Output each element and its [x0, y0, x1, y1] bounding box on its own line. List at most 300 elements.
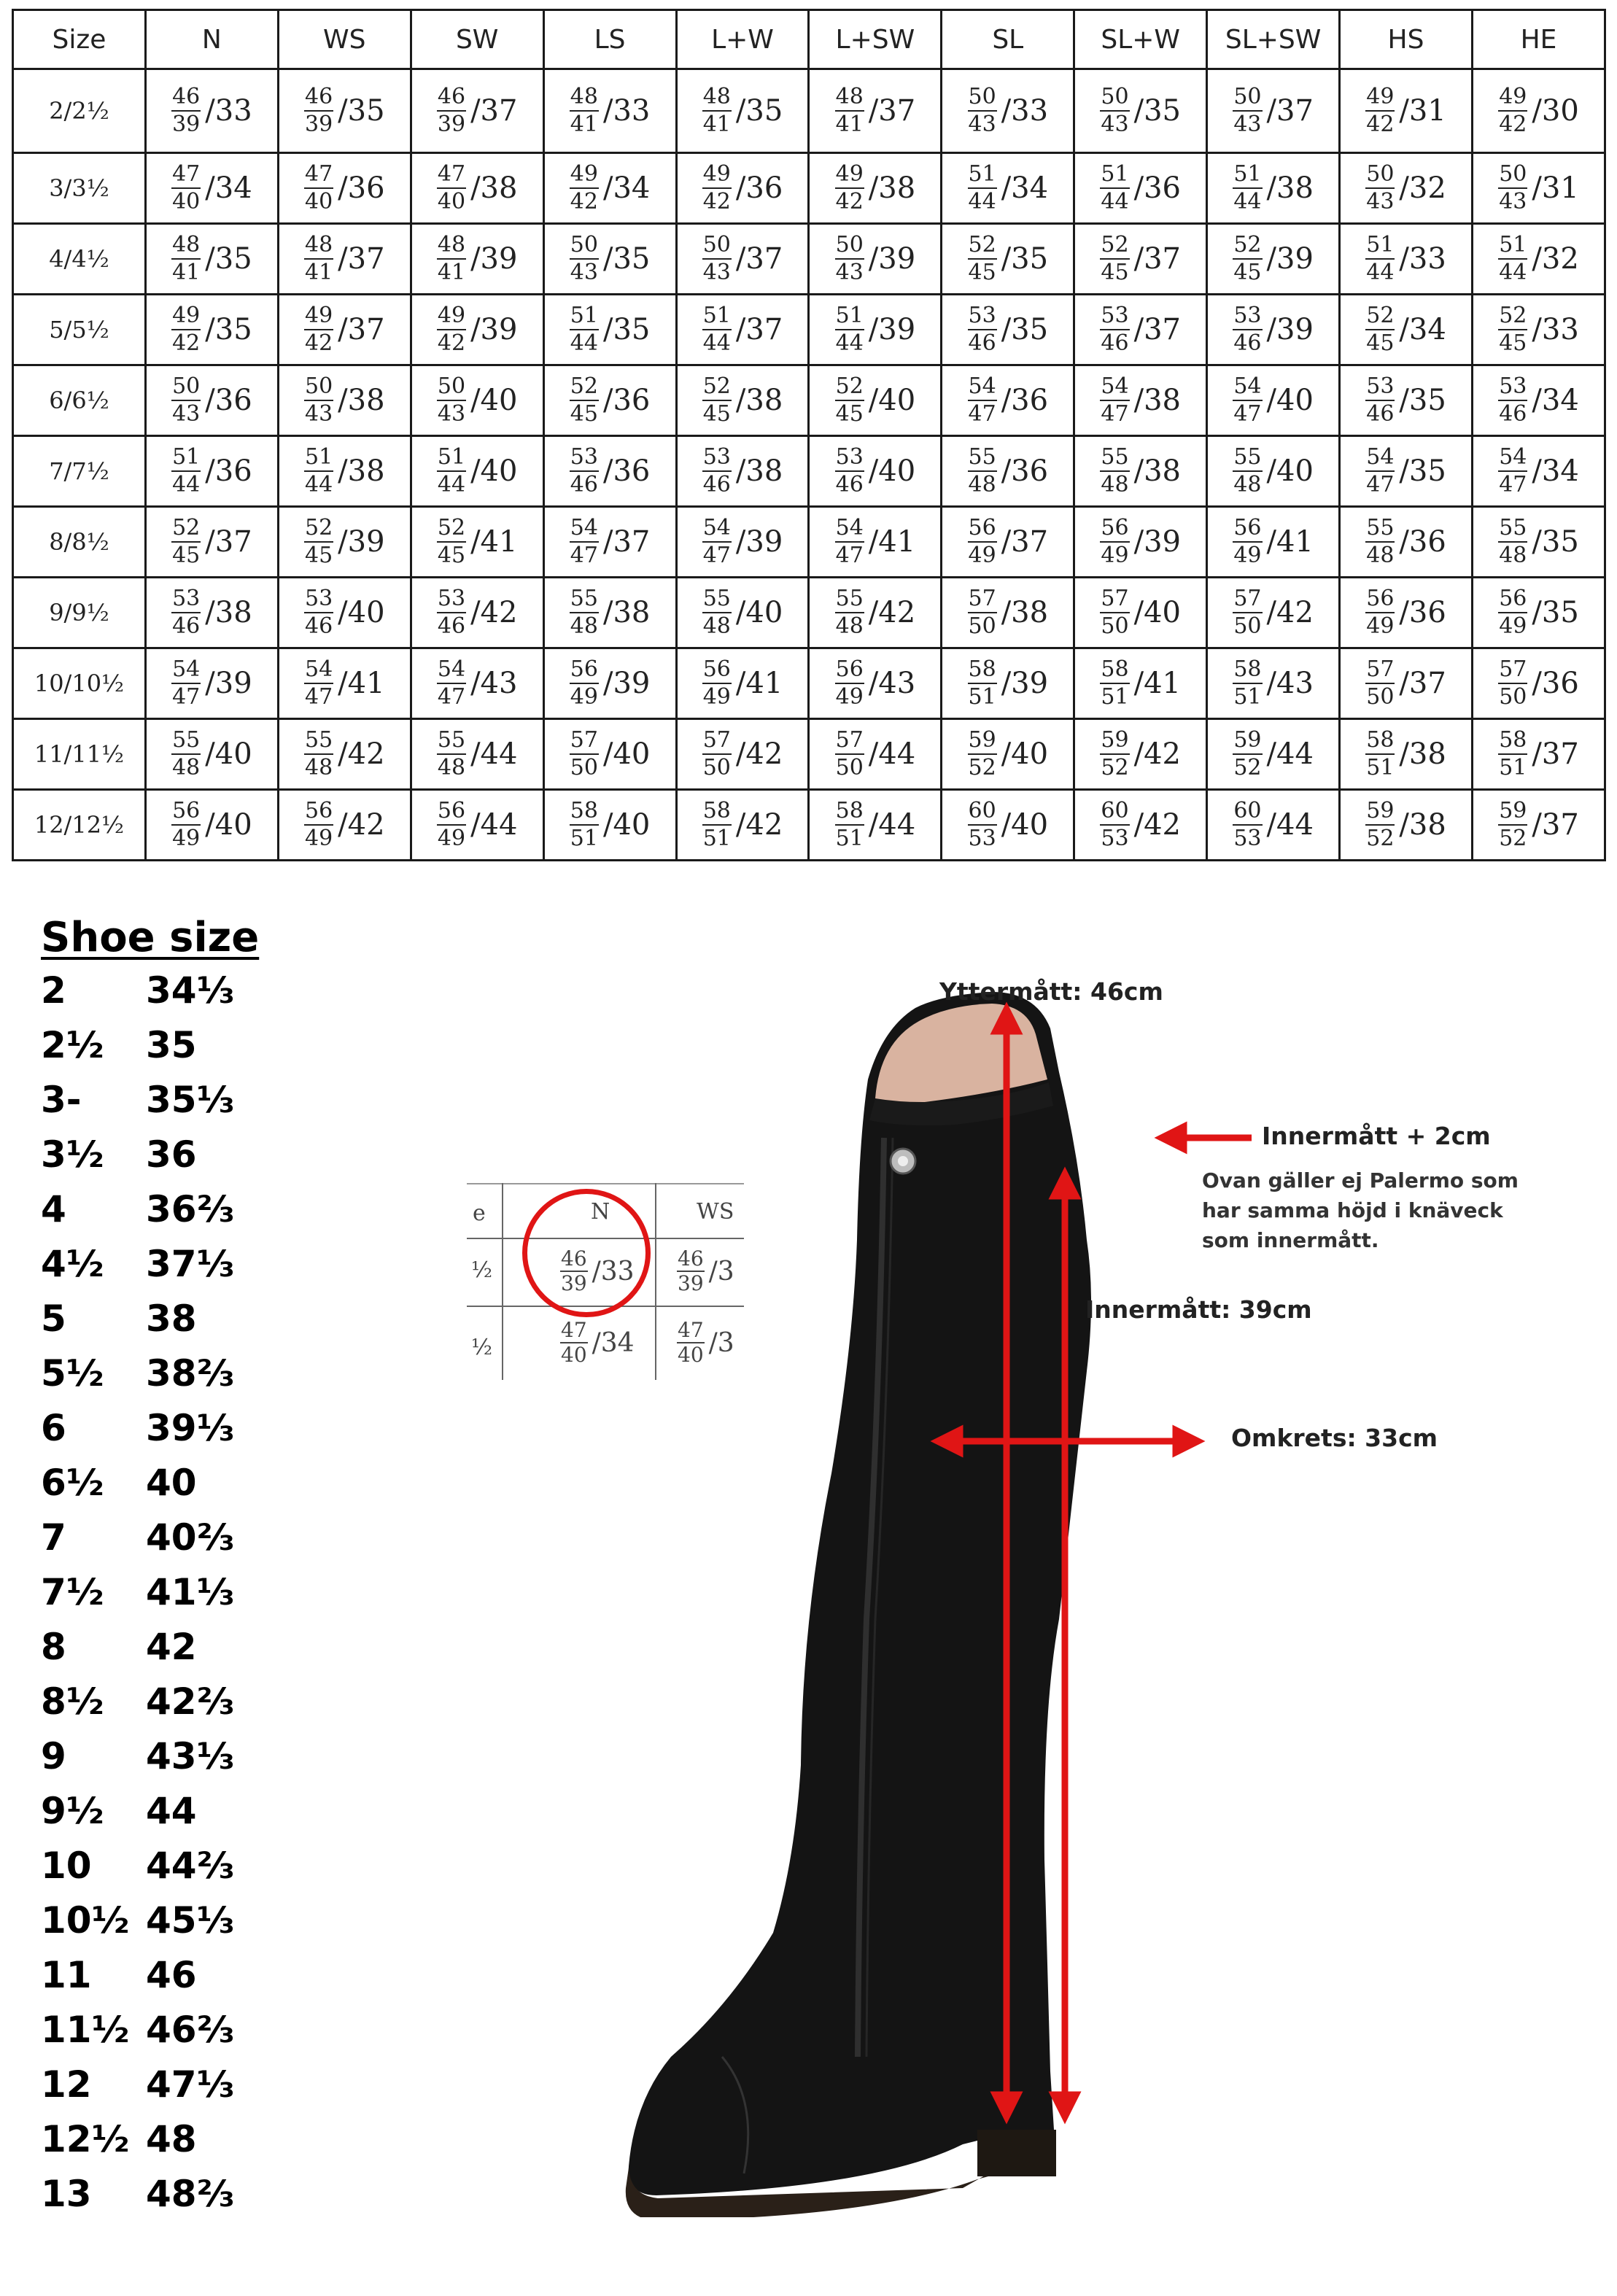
riding-boot-diagram — [613, 963, 1532, 2217]
inner-height: 42 — [702, 189, 731, 214]
inner-height: 44 — [304, 472, 333, 497]
measurement-cell — [543, 69, 676, 153]
height-fraction — [835, 515, 864, 569]
measurement-cell — [1340, 295, 1473, 365]
uk-size: 10 — [41, 1844, 92, 1887]
measurement-value — [968, 444, 1049, 498]
outer-height: 52 — [1233, 232, 1262, 260]
outer-height: 57 — [1365, 656, 1395, 684]
measurement-cell — [1472, 224, 1605, 295]
measurement-value — [437, 303, 518, 357]
circumference-value: /35 — [1133, 94, 1181, 128]
inner-height: 45 — [702, 401, 731, 427]
measurement-cell — [1074, 648, 1207, 719]
height-fraction — [1100, 656, 1129, 710]
size-table — [12, 9, 1606, 861]
height-fraction — [171, 84, 201, 138]
measurement-value — [171, 515, 252, 569]
shoe-size-row — [41, 1783, 234, 1838]
inner-height: 53 — [968, 826, 996, 851]
column-header: L+W — [676, 10, 809, 69]
inner-height: 52 — [1499, 826, 1527, 851]
circumference-value: /37 — [338, 313, 385, 346]
measurement-value — [304, 161, 385, 215]
measurement-cell — [809, 578, 942, 648]
height-fraction — [171, 161, 201, 215]
circumference-value: /37 — [1001, 525, 1049, 559]
inner-height: 51 — [702, 826, 731, 851]
inner-height: 44 — [1499, 260, 1527, 285]
height-fraction — [570, 727, 599, 781]
inner-height: 47 — [172, 684, 201, 710]
measurement-cell — [1074, 69, 1207, 153]
height-fraction — [1365, 727, 1395, 781]
outer-height: 53 — [304, 586, 333, 613]
inner-height: 50 — [1233, 613, 1262, 639]
circumference-value: /40 — [470, 384, 518, 417]
inner-height: 47 — [1233, 401, 1262, 427]
measurement-value — [1100, 444, 1181, 498]
measurement-cell — [809, 719, 942, 790]
eu-size: 43⅓ — [146, 1734, 235, 1777]
measurement-cell — [676, 507, 809, 578]
outer-height: 56 — [835, 656, 864, 684]
eu-size: 39⅓ — [146, 1406, 235, 1449]
measurement-cell — [1207, 224, 1340, 295]
height-fraction — [1498, 586, 1527, 640]
circumference-value: /37 — [735, 313, 783, 346]
outer-height: 51 — [1233, 161, 1262, 189]
height-fraction — [968, 232, 997, 286]
height-fraction — [1498, 656, 1527, 710]
outer-height: 52 — [1365, 303, 1395, 330]
outer-height: 54 — [1233, 373, 1262, 401]
eu-size: 36⅔ — [146, 1187, 235, 1230]
outer-height: 52 — [437, 515, 466, 543]
height-fraction — [702, 303, 732, 357]
measurement-cell — [1340, 224, 1473, 295]
measurement-value — [1498, 515, 1579, 569]
outer-height: 55 — [1233, 444, 1262, 472]
height-fraction — [437, 444, 466, 498]
circumference-value: /36 — [205, 454, 252, 488]
outer-height: 58 — [570, 798, 599, 826]
circumference-value: /35 — [1532, 596, 1579, 629]
measurement-value — [437, 444, 518, 498]
outer-height: 55 — [1498, 515, 1527, 543]
shoe-size-row — [41, 1510, 234, 1564]
circumference-value: /42 — [470, 596, 518, 629]
measurement-cell — [809, 507, 942, 578]
measurement-cell — [145, 69, 278, 153]
measurement-cell — [1472, 578, 1605, 648]
height-fraction — [171, 232, 201, 286]
measurement-value — [1233, 515, 1314, 569]
eu-size: 38 — [146, 1297, 197, 1340]
inner-height: 46 — [702, 472, 731, 497]
inner-height: 47 — [304, 684, 333, 710]
measurement-value — [570, 161, 651, 215]
height-fraction — [1365, 798, 1395, 852]
outer-height: 46 — [171, 84, 201, 112]
measurement-value — [1100, 303, 1181, 357]
circumference-value: /40 — [602, 737, 651, 771]
measurement-cell — [942, 365, 1074, 436]
measurement-cell — [1207, 790, 1340, 861]
measurement-value — [171, 586, 252, 640]
inner-height: 48 — [1101, 472, 1129, 497]
inner-height: 48 — [1499, 543, 1527, 568]
size-label: 9/9½ — [13, 578, 146, 648]
snippet-row1-label: ½ — [471, 1257, 493, 1283]
measurement-cell — [1340, 153, 1473, 224]
circumference-value: /36 — [1001, 454, 1049, 488]
measurement-value — [1365, 515, 1446, 569]
circumference-value: /42 — [868, 596, 916, 629]
outer-height: 52 — [835, 373, 864, 401]
height-fraction — [1365, 656, 1395, 710]
measurement-value — [304, 373, 385, 427]
circumference-value: /40 — [868, 454, 916, 488]
measurement-value — [1233, 798, 1314, 852]
circumference-value: /30 — [1532, 94, 1579, 128]
circumference-value: /43 — [470, 667, 518, 700]
height-fraction — [437, 232, 466, 286]
outer-height: 58 — [1365, 727, 1395, 755]
eu-size: 44⅔ — [146, 1844, 235, 1887]
table-row — [13, 69, 1605, 153]
height-fraction — [1233, 161, 1262, 215]
outer-height: 52 — [1498, 303, 1527, 330]
measurement-cell — [278, 153, 411, 224]
circumference-value: /38 — [1133, 384, 1181, 417]
eu-size: 48⅔ — [146, 2172, 235, 2215]
height-fraction — [1365, 444, 1395, 498]
measurement-cell — [676, 224, 809, 295]
height-fraction — [570, 161, 599, 215]
measurement-value — [1365, 656, 1446, 710]
size-label: 12/12½ — [13, 790, 146, 861]
snippet-header-n: N — [591, 1199, 610, 1225]
shoe-size-row — [41, 1291, 234, 1346]
outer-height: 59 — [1233, 727, 1262, 755]
height-fraction — [304, 373, 333, 427]
measurement-value — [702, 656, 783, 710]
height-fraction — [1365, 586, 1395, 640]
height-fraction — [968, 586, 997, 640]
inner-height: 44 — [570, 330, 598, 356]
measurement-value — [702, 303, 783, 357]
circumference-value: /40 — [602, 808, 651, 842]
size-label: 10/10½ — [13, 648, 146, 719]
outer-height: 48 — [835, 84, 864, 112]
size-label: 6/6½ — [13, 365, 146, 436]
outer-height: 46 — [304, 84, 333, 112]
outer-height: 49 — [702, 161, 732, 189]
outer-height: 58 — [968, 656, 997, 684]
outer-height-label: Yttermått: 46cm — [939, 977, 1163, 1006]
measurement-value — [171, 161, 252, 215]
shoe-size-row — [41, 1674, 234, 1729]
measurement-cell — [278, 436, 411, 507]
measurement-cell — [1074, 436, 1207, 507]
column-header: HS — [1340, 10, 1473, 69]
shoe-size-row — [41, 2057, 234, 2111]
uk-size: 8 — [41, 1625, 66, 1668]
circumference-value: /40 — [735, 596, 783, 629]
outer-height: 51 — [702, 303, 732, 330]
measurement-value — [1233, 656, 1314, 710]
height-fraction — [304, 798, 333, 852]
measurement-value — [1233, 303, 1314, 357]
inner-height: 41 — [570, 112, 598, 137]
measurement-cell — [1207, 719, 1340, 790]
height-fraction — [304, 515, 333, 569]
circumference-value: /39 — [205, 667, 252, 700]
uk-size: 5 — [41, 1297, 66, 1340]
measurement-value — [570, 656, 651, 710]
height-fraction — [835, 586, 864, 640]
measurement-value — [437, 798, 518, 852]
inner-height: 42 — [835, 189, 864, 214]
inner-height: 43 — [968, 112, 996, 137]
snippet-col-rule-1 — [502, 1183, 503, 1380]
circumference-value: /39 — [1133, 525, 1181, 559]
outer-height: 51 — [835, 303, 864, 330]
measurement-value — [437, 656, 518, 710]
measurement-value — [1365, 798, 1446, 852]
outer-height: 58 — [1498, 727, 1527, 755]
outer-height: 49 — [437, 303, 466, 330]
measurement-cell — [676, 648, 809, 719]
uk-size: 6½ — [41, 1461, 104, 1504]
inner-height: 48 — [304, 755, 333, 780]
column-header: Size — [13, 10, 146, 69]
inner-height: 45 — [1233, 260, 1262, 285]
uk-size: 10½ — [41, 1899, 130, 1942]
measurement-value — [702, 586, 783, 640]
shoe-size-row — [41, 2111, 234, 2166]
uk-size: 11 — [41, 1953, 92, 1996]
inner-height: 43 — [1101, 112, 1129, 137]
height-fraction — [1100, 161, 1129, 215]
measurement-value — [1498, 373, 1579, 427]
inner-height: 50 — [1366, 684, 1395, 710]
inner-height: 46 — [304, 613, 333, 639]
height-fraction — [171, 515, 201, 569]
circumference-value: /41 — [1133, 667, 1181, 700]
measurement-cell — [676, 578, 809, 648]
height-fraction — [1233, 232, 1262, 286]
measurement-value — [570, 373, 651, 427]
height-fraction — [437, 161, 466, 215]
uk-size: 12 — [41, 2063, 92, 2106]
circumference-value: /42 — [338, 737, 385, 771]
outer-height: 50 — [968, 84, 997, 112]
measurement-value — [1233, 444, 1314, 498]
inner-height: 40 — [304, 189, 333, 214]
outer-height: 55 — [1100, 444, 1129, 472]
inner-height: 45 — [968, 260, 996, 285]
outer-height: 54 — [835, 515, 864, 543]
inner-height: 50 — [1499, 684, 1527, 710]
circumference-value: /38 — [1399, 737, 1446, 771]
inner-height: 49 — [1499, 613, 1527, 639]
measurement-value — [437, 727, 518, 781]
outer-height: 53 — [1365, 373, 1395, 401]
measurement-value — [570, 84, 651, 138]
measurement-cell — [1074, 153, 1207, 224]
height-fraction — [702, 727, 732, 781]
uk-size: 9 — [41, 1734, 66, 1777]
outer-height: 50 — [1498, 161, 1527, 189]
eu-size: 40⅔ — [146, 1516, 235, 1559]
outer-height: 48 — [570, 84, 599, 112]
inner-height: 41 — [835, 112, 864, 137]
outer-height: 55 — [304, 727, 333, 755]
height-fraction — [835, 232, 864, 286]
size-label: 5/5½ — [13, 295, 146, 365]
circumference-value: /35 — [735, 94, 783, 128]
eu-size: 36 — [146, 1133, 197, 1176]
measurement-value — [304, 586, 385, 640]
height-fraction — [570, 84, 599, 138]
measurement-cell — [145, 790, 278, 861]
height-fraction — [1365, 161, 1395, 215]
eu-size: 40 — [146, 1461, 197, 1504]
circumference-value: /44 — [1266, 808, 1314, 842]
inner-height: 43 — [1366, 189, 1395, 214]
inner-height: 44 — [437, 472, 466, 497]
height-fraction — [835, 161, 864, 215]
measurement-cell — [1472, 648, 1605, 719]
height-fraction — [968, 727, 997, 781]
outer-height: 52 — [304, 515, 333, 543]
inner-height: 47 — [570, 543, 598, 568]
measurement-value — [702, 232, 783, 286]
boot-snap-center — [898, 1156, 908, 1166]
height-fraction — [171, 303, 201, 357]
height-fraction — [968, 161, 997, 215]
measurement-value — [1498, 586, 1579, 640]
circumference-value: /39 — [1266, 313, 1314, 346]
inner-height: 46 — [1499, 401, 1527, 427]
inner-height: 44 — [172, 472, 201, 497]
circumference-value: /41 — [1266, 525, 1314, 559]
uk-size: 7½ — [41, 1570, 104, 1613]
eu-size: 46 — [146, 1953, 197, 1996]
measurement-value — [437, 232, 518, 286]
circumference-value: /40 — [1266, 454, 1314, 488]
shoe-size-title: Shoe size — [41, 914, 260, 961]
inner-height: 46 — [570, 472, 598, 497]
height-fraction — [835, 373, 864, 427]
measurement-cell — [411, 295, 543, 365]
measurement-value — [835, 515, 916, 569]
inner-height: 50 — [835, 755, 864, 780]
inner-height: 45 — [570, 401, 598, 427]
outer-height: 57 — [835, 727, 864, 755]
inner-height: 44 — [1233, 189, 1262, 214]
circumference-value: /37 — [1399, 667, 1446, 700]
inner-height: 49 — [437, 826, 466, 851]
measurement-value — [437, 373, 518, 427]
measurement-value — [1498, 303, 1579, 357]
height-fraction — [437, 84, 466, 138]
measurement-cell — [1207, 295, 1340, 365]
inner-height: 45 — [437, 543, 466, 568]
measurement-cell — [1074, 224, 1207, 295]
measurement-cell — [1074, 365, 1207, 436]
measurement-value — [702, 727, 783, 781]
inner-height: 42 — [1499, 112, 1527, 137]
height-fraction — [968, 656, 997, 710]
circumference-value: /37 — [1133, 313, 1181, 346]
measurement-cell — [278, 365, 411, 436]
circumference-value: /44 — [470, 808, 518, 842]
outer-height: 49 — [570, 161, 599, 189]
height-fraction — [1498, 727, 1527, 781]
outer-height: 56 — [1100, 515, 1129, 543]
circumference-value: /34 — [1532, 384, 1579, 417]
measurement-cell — [278, 224, 411, 295]
measurement-cell — [145, 295, 278, 365]
height-fraction — [1100, 586, 1129, 640]
height-fraction — [171, 656, 201, 710]
height-fraction — [1100, 444, 1129, 498]
outer-height: 50 — [304, 373, 333, 401]
circumference-value: /39 — [868, 242, 916, 276]
circumference-value: /38 — [735, 454, 783, 488]
outer-height: 58 — [702, 798, 732, 826]
shoe-size-row — [41, 2002, 234, 2057]
inner-height: 43 — [835, 260, 864, 285]
height-fraction — [1498, 84, 1527, 138]
measurement-value — [702, 515, 783, 569]
measurement-value — [968, 727, 1049, 781]
inner-height: 44 — [1366, 260, 1395, 285]
inner-height: 42 — [304, 330, 333, 356]
outer-height: 56 — [1498, 586, 1527, 613]
snippet-header-left: e — [473, 1201, 486, 1226]
measurement-cell — [1207, 648, 1340, 719]
height-fraction — [968, 373, 997, 427]
measurement-value — [1498, 444, 1579, 498]
inner-height: 52 — [968, 755, 996, 780]
circumference-value: /41 — [868, 525, 916, 559]
measurement-cell — [1472, 436, 1605, 507]
table-row — [13, 648, 1605, 719]
measurement-cell — [411, 578, 543, 648]
circumference-value: /34 — [1399, 313, 1446, 346]
measurement-value — [1100, 656, 1181, 710]
outer-height: 57 — [968, 586, 997, 613]
outer-height: 53 — [1233, 303, 1262, 330]
circumference-value: /34 — [205, 171, 252, 205]
inner-height: 49 — [1366, 613, 1395, 639]
inner-height: 48 — [1366, 543, 1395, 568]
measurement-value — [570, 232, 651, 286]
inner-height: 50 — [1101, 613, 1129, 639]
eu-size: 42⅔ — [146, 1680, 235, 1723]
outer-height: 47 — [171, 161, 201, 189]
outer-height: 54 — [1498, 444, 1527, 472]
outer-height: 48 — [304, 232, 333, 260]
circumference-value: /37 — [868, 94, 916, 128]
inner-height: 42 — [570, 189, 598, 214]
height-fraction — [171, 586, 201, 640]
circumference-value: /36 — [735, 171, 783, 205]
